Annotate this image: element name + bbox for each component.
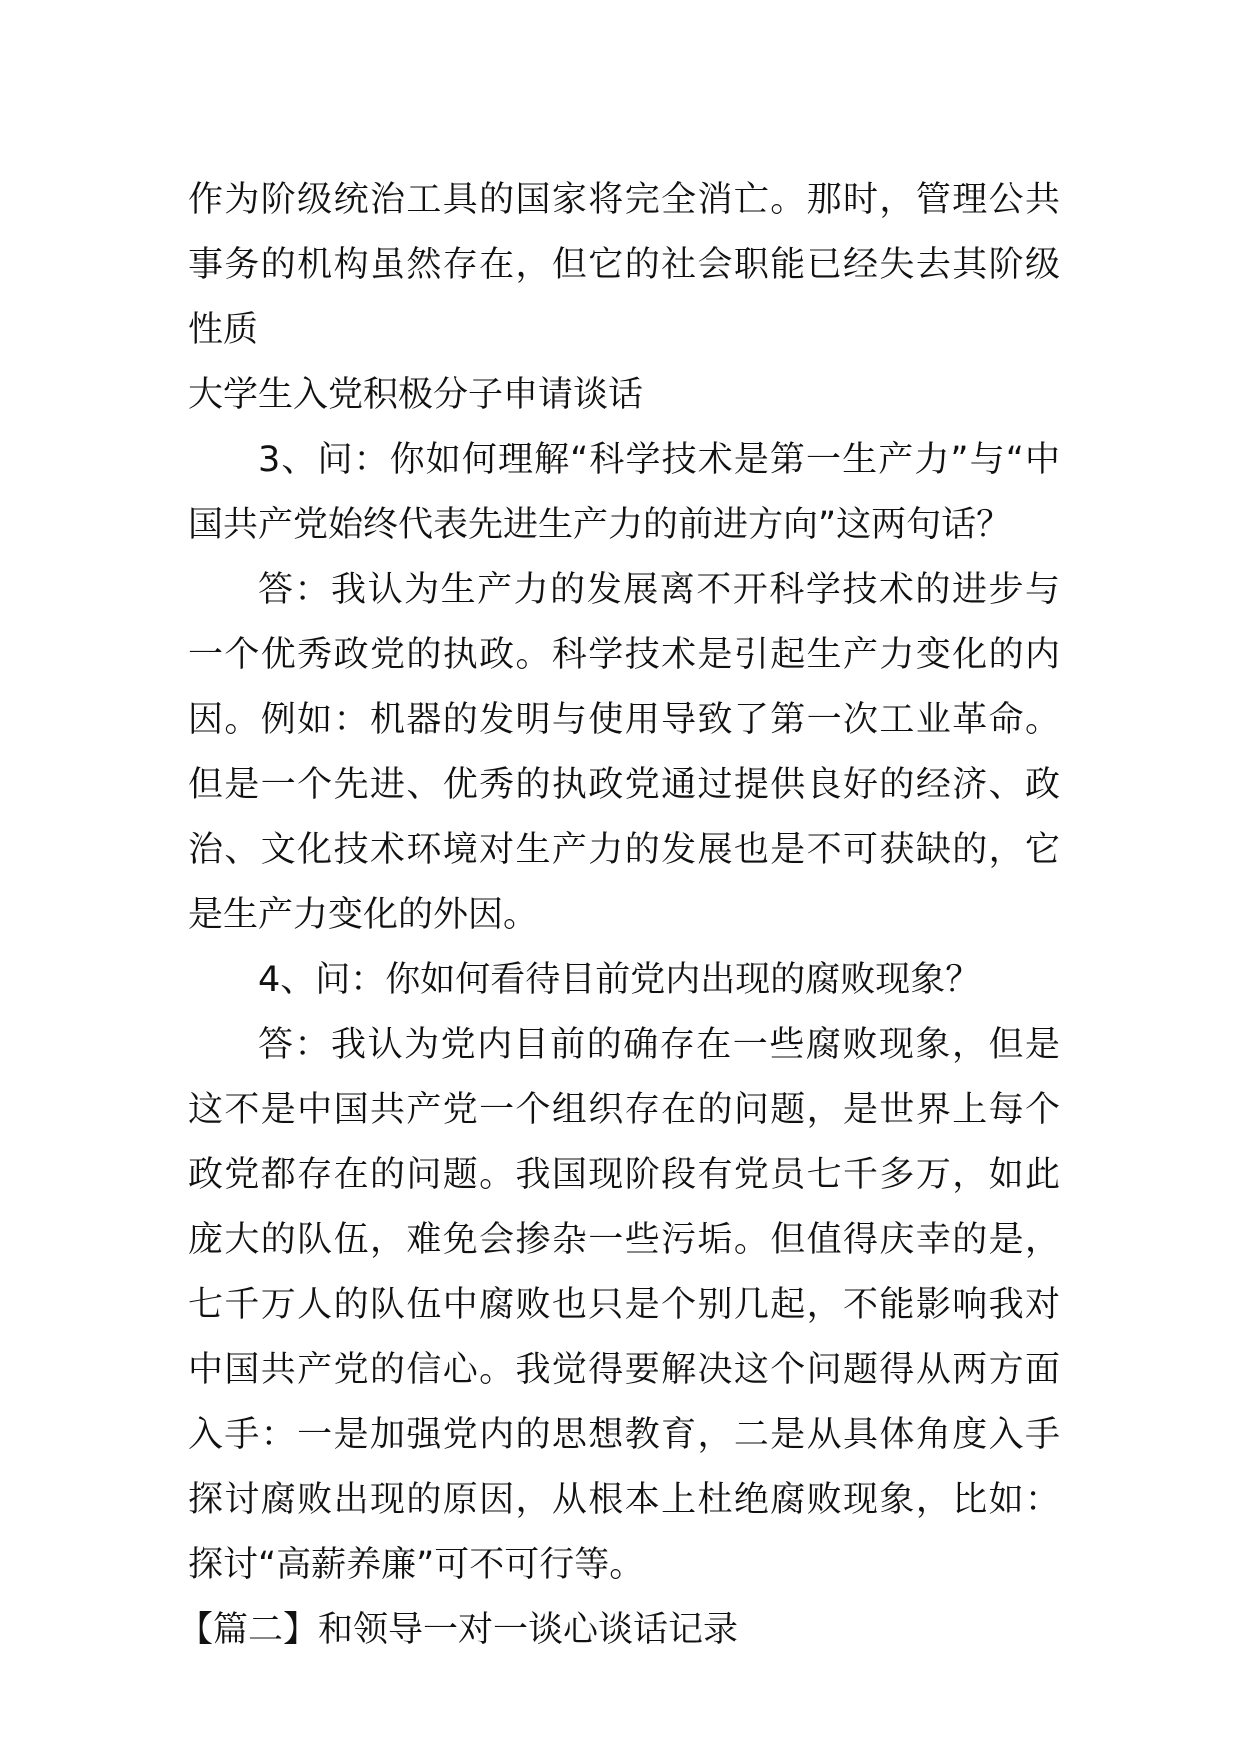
section-heading: 【篇二】和领导一对一谈心谈话记录 <box>178 1610 739 1650</box>
answer-3: 答：我认为生产力的发展离不开科学技术的进步与一个优秀政党的执政。科学技术是引起生产力变化的内因。例如：机器的发明与使用导致了第一次工业革命。但是一个先进、优秀的执政党通过提供良好的经济、政治、文化技术环境对生产力的发展也是不可获缺的，它是生产力变化的外因。 <box>188 570 1060 935</box>
document-body <box>178 168 1060 1663</box>
answer-4: 答：我认为党内目前的确存在一些腐败现象，但是这不是中国共产党一个组织存在的问题，是世界上每个政党都存在的问题。我国现阶段有党员七千多万，如此庞大的队伍，难免会掺杂一些污垢。但值得庆幸的是，七千万人的队伍中腐败也只是个别几起，不能影响我对中国共产党的信心。我觉得要解决这个问题得从两方面入手：一是加强党内的思想教育，二是从具体角度入手探讨腐败出现的原因，从根本上杜绝腐败现象，比如：探讨“高薪养廉”可不可行等。 <box>188 1025 1060 1585</box>
paragraph-continuation: 作为阶级统治工具的国家将完全消亡。那时，管理公共事务的机构虽然存在，但它的社会职能已经失去其阶级性质 <box>188 180 1060 350</box>
question-3: 3、问：你如何理解“科学技术是第一生产力”与“中国共产党始终代表先进生产力的前进方向”这两句话？ <box>188 440 1060 545</box>
question-4: 4、问：你如何看待目前党内出现的腐败现象？ <box>258 960 981 1000</box>
paragraph-subtitle: 大学生入党积极分子申请谈话 <box>188 375 644 415</box>
